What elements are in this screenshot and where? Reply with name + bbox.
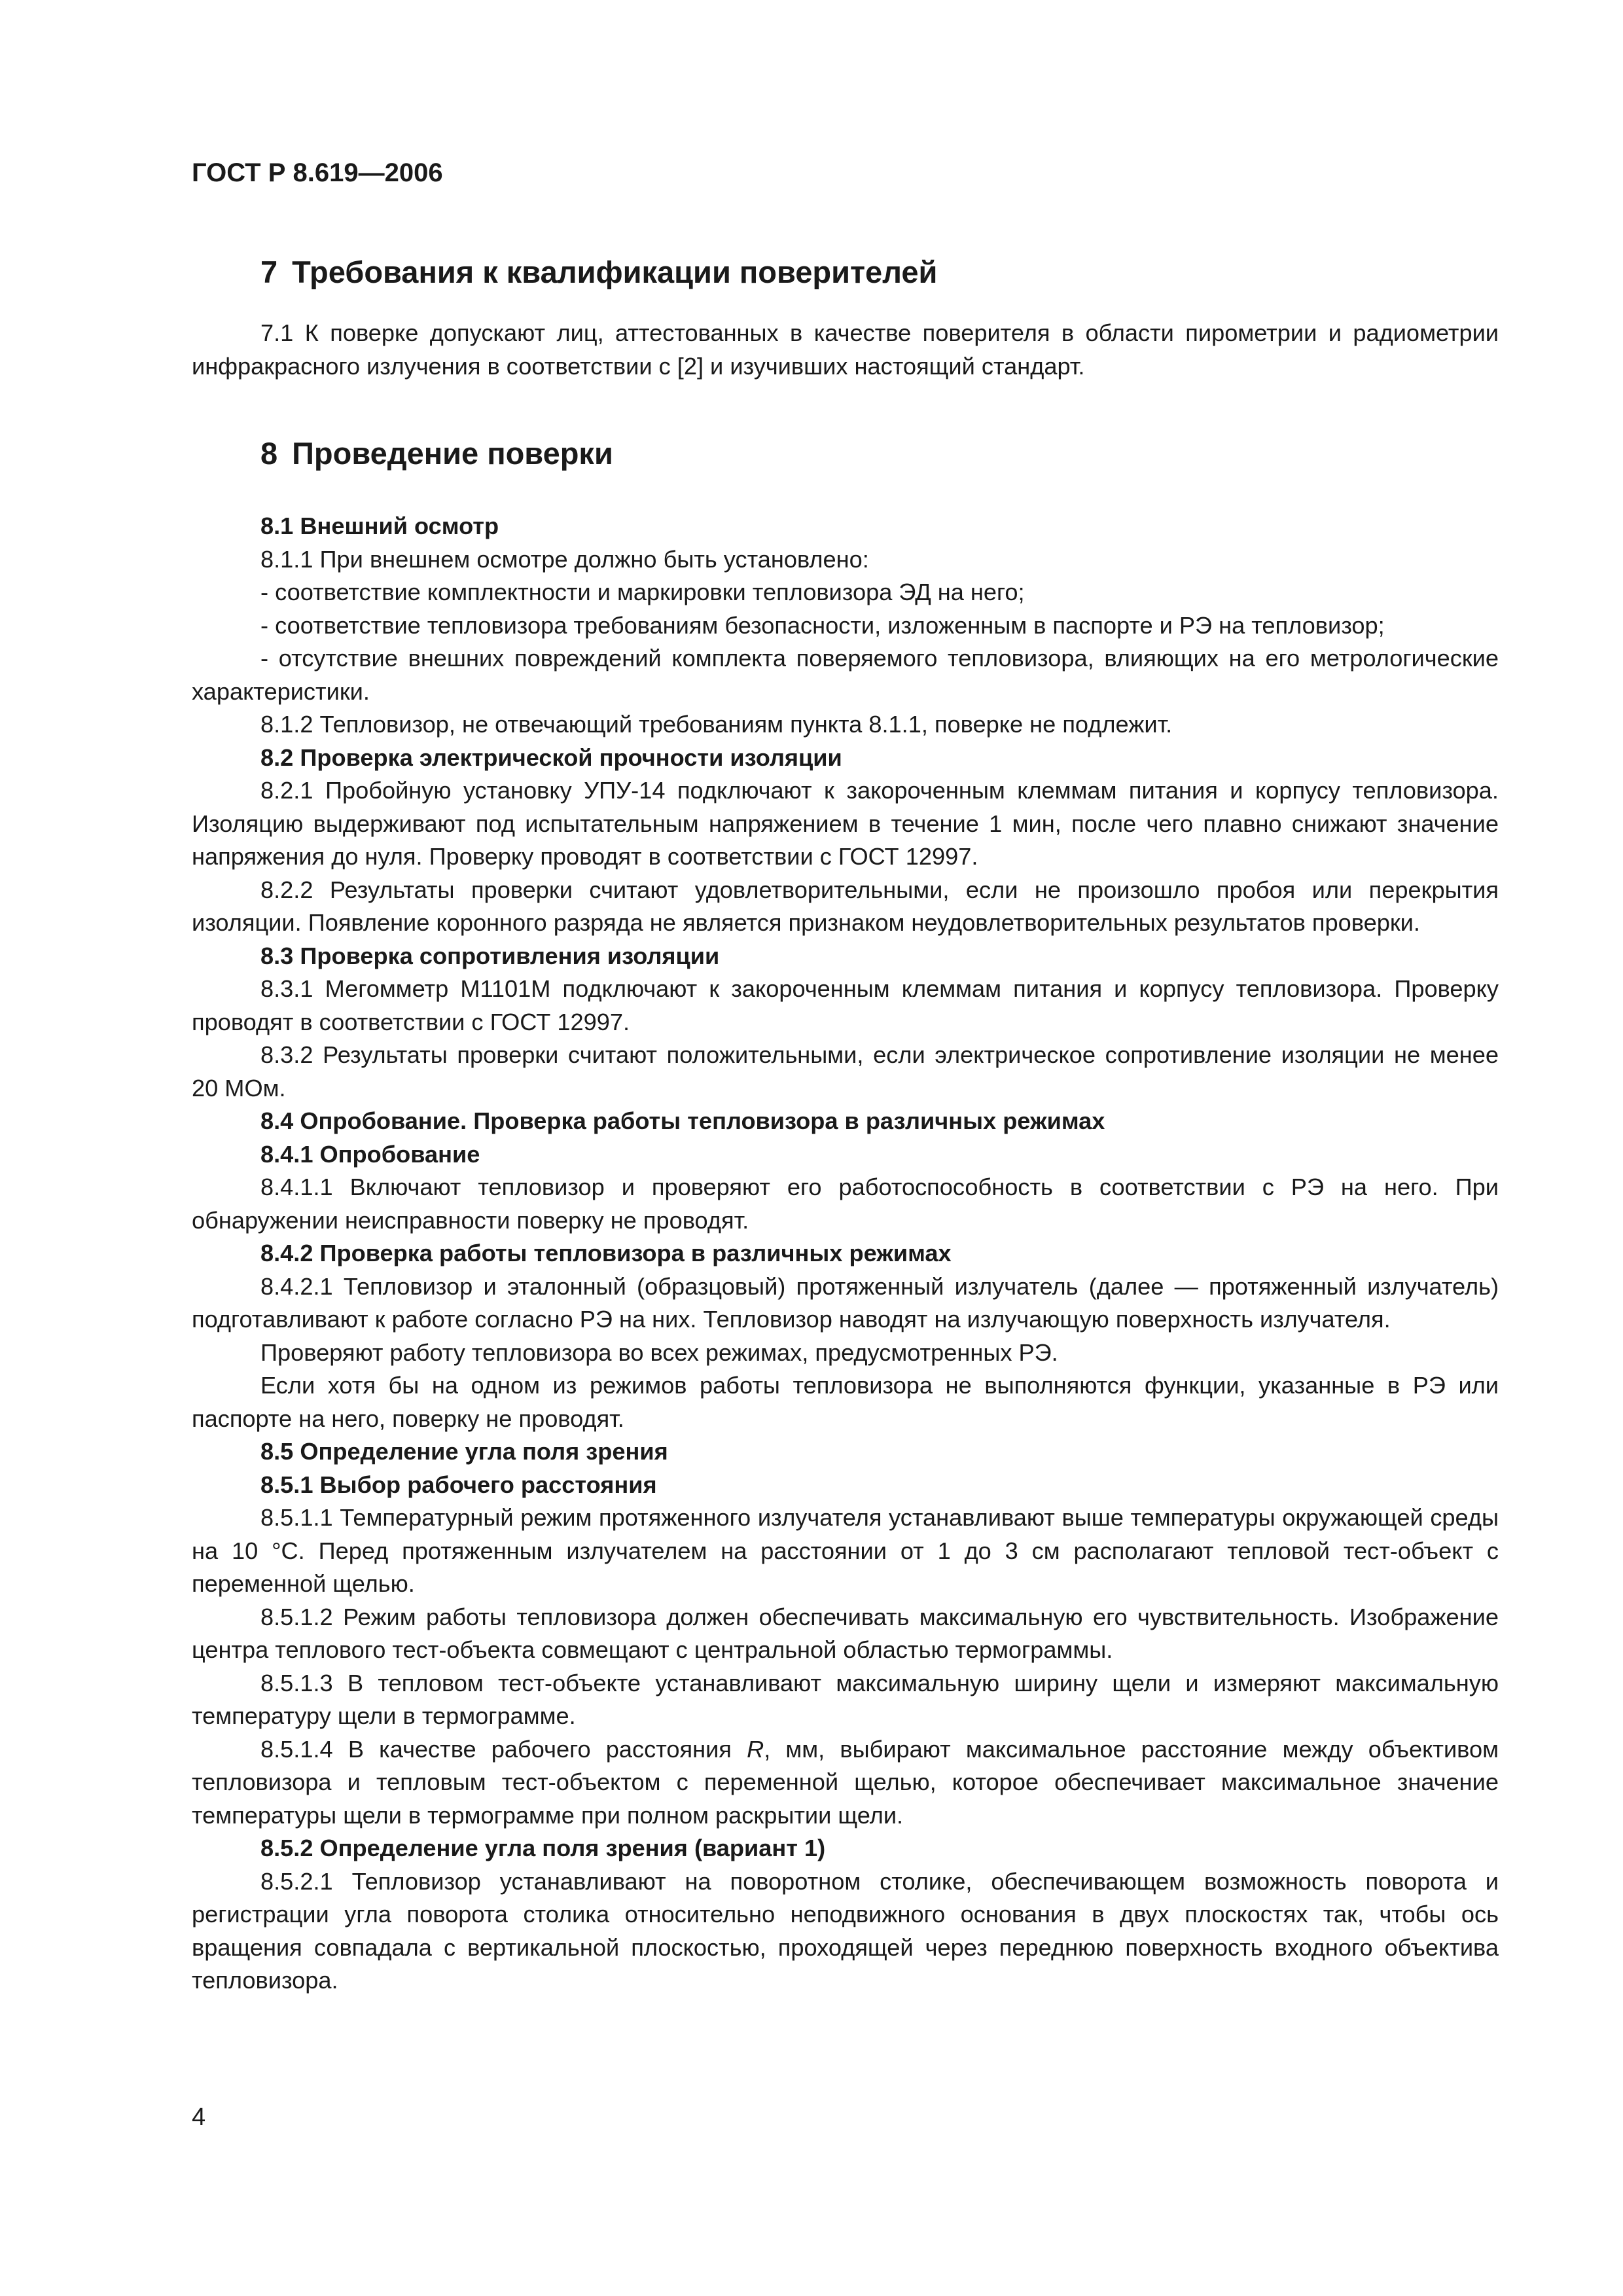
paragraph-8-5-1-4-start: 8.5.1.4 В качестве рабочего расстояния <box>260 1735 747 1763</box>
subsection-8-5-2-heading: 8.5.2 Определение угла поля зрения (вариант 1) <box>260 1835 826 1861</box>
paragraph-check-modes: Проверяют работу тепловизора во всех режимах, предусмотренных РЭ. <box>260 1338 1058 1366</box>
paragraph-8-5-2-1: 8.5.2.1 Тепловизор устанавливают на поворотном столике, обеспечивающем возможность поворота и регистрации угла поворота столика относительно неподвижного основания в двух плоскостях так, чтобы ось вращения совпадала с вертикальной плоскостью, проходящей через переднюю поверхность входного объектива тепловизора. <box>192 1867 1499 1994</box>
section-8-heading <box>192 435 1499 472</box>
paragraph-8-2-2: 8.2.2 Результаты проверки считают удовлетворительными, если не произошло пробоя или перекрытия изоляции. Появление коронного разряда не является признаком неудовлетворительных результатов проверки. <box>192 876 1499 936</box>
paragraph-8-2-1: 8.2.1 Пробойную установку УПУ-14 подключают к закороченным клеммам питания и корпусу тепловизора. Изоляцию выдерживают под испытательным напряжением в течение 1 мин, после чего плавно снижают значение напряжения до нуля. Проверку проводят в соответствии с ГОСТ 12997. <box>192 777 1499 870</box>
page-number: 4 <box>192 2104 206 2131</box>
subsection-8-4-heading: 8.4 Опробование. Проверка работы тепловизора в различных режимах <box>260 1107 1105 1134</box>
section-8-title: Проведение поверки <box>292 436 613 471</box>
paragraph-8-5-1-2: 8.5.1.2 Режим работы тепловизора должен обеспечивать максимальную его чувствительность. Изображение центра теплового тест-объекта совмещают с центральной областью термограммы. <box>192 1603 1499 1663</box>
list-item-text: соответствие тепловизора требованиям безопасности, изложенным в паспорте и РЭ на тепловизор; <box>275 611 1385 639</box>
document-page <box>192 157 1499 1998</box>
paragraph-8-3-2: 8.3.2 Результаты проверки считают положительными, если электрическое сопротивление изоляции не менее 20 МОм. <box>192 1041 1499 1102</box>
paragraph-8-5-1-4 <box>192 1733 1499 1833</box>
section-8-number: 8 <box>260 436 278 471</box>
document-id: ГОСТ Р 8.619—2006 <box>192 158 443 187</box>
list-item: - отсутствие внешних повреждений комплекта поверяемого тепловизора, влияющих на его метрологические характеристики. <box>192 645 1499 705</box>
list-item: - соответствие тепловизора требованиям безопасности, изложенным в паспорте и РЭ на тепловизор; <box>260 611 1385 639</box>
subsection-8-5-1-heading: 8.5.1 Выбор рабочего расстояния <box>260 1471 657 1498</box>
subsection-8-4-2-heading: 8.4.2 Проверка работы тепловизора в различных режимах <box>260 1240 952 1266</box>
paragraph-7-1: 7.1 К поверке допускают лиц, аттестованных в качестве поверителя в области пирометрии и радиометрии инфракрасного излучения в соответствии с [2] и изучивших настоящий стандарт. <box>192 319 1499 380</box>
paragraph-8-5-1-4-end: , мм, выбирают максимальное расстояние между объективом тепловизора и тепловым тест-объектом с переменной щелью, которое обеспечивает максимальное значение температуры щели в термограмме при полном раскрытии щели. <box>192 1735 1499 1829</box>
list-item-text: отсутствие внешних повреждений комплекта поверяемого тепловизора, влияющих на его метрологические характеристики. <box>192 645 1499 705</box>
subsection-8-1-heading: 8.1 Внешний осмотр <box>260 512 499 539</box>
paragraph-8-4-2-1: 8.4.2.1 Тепловизор и эталонный (образцовый) протяженный излучатель (далее — протяженный излучатель) подготавливают к работе согласно РЭ на них. Тепловизор наводят на излучающую поверхность излучателя. <box>192 1272 1499 1333</box>
paragraph-8-4-1-1: 8.4.1.1 Включают тепловизор и проверяют его работоспособность в соответствии с РЭ на него. При обнаружении неисправности поверку не проводят. <box>192 1174 1499 1234</box>
paragraph-8-1-2: 8.1.2 Тепловизор, не отвечающий требованиям пункта 8.1.1, поверке не подлежит. <box>260 711 1173 738</box>
section-7-heading <box>192 254 1499 291</box>
variable-r: R <box>747 1735 764 1763</box>
paragraph-8-5-1-3: 8.5.1.3 В тепловом тест-объекте устанавливают максимальную ширину щели и измеряют максимальную температуру щели в термограмме. <box>192 1669 1499 1729</box>
subsection-8-5-heading: 8.5 Определение угла поля зрения <box>260 1438 668 1465</box>
paragraph-8-5-1-1: 8.5.1.1 Температурный режим протяженного излучателя устанавливают выше температуры окружающей среды на 10 °С. Перед протяженным излучателем на расстоянии от 1 до 3 см располагают тепловой тест-объект с переменной щелью. <box>192 1504 1499 1597</box>
subsection-8-2-heading: 8.2 Проверка электрической прочности изоляции <box>260 744 842 771</box>
section-7-number: 7 <box>260 255 278 289</box>
subsection-8-4-1-heading: 8.4.1 Опробование <box>260 1140 480 1168</box>
section-7-title: Требования к квалификации поверителей <box>292 255 938 289</box>
paragraph-8-1-1: 8.1.1 При внешнем осмотре должно быть установлено: <box>260 545 869 573</box>
paragraph-8-3-1: 8.3.1 Мегомметр М1101М подключают к закороченным клеммам питания и корпусу тепловизора. Проверку проводят в соответствии с ГОСТ 12997. <box>192 975 1499 1035</box>
subsection-8-3-heading: 8.3 Проверка сопротивления изоляции <box>260 942 720 969</box>
list-item: - соответствие комплектности и маркировки тепловизора ЭД на него; <box>260 579 1025 605</box>
list-item-text: соответствие комплектности и маркировки тепловизора ЭД на него; <box>275 579 1025 605</box>
paragraph-if-fail: Если хотя бы на одном из режимов работы тепловизора не выполняются функции, указанные в РЭ или паспорте на него, поверку не проводят. <box>192 1372 1499 1432</box>
